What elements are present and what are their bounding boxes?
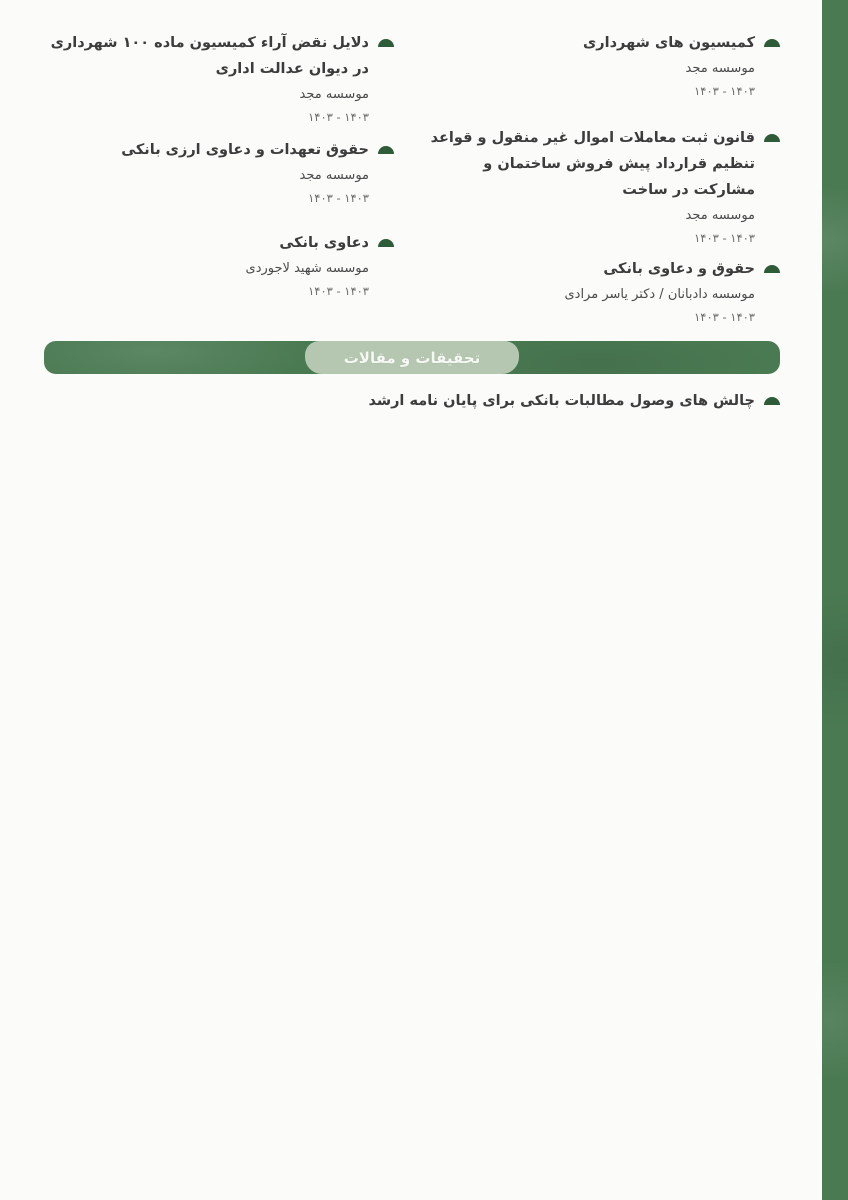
- course-title: قانون ثبت معاملات اموال غیر منقول و قواعد تنظیم قرارداد پیش فروش ساختمان و مشارکت در ساخت: [430, 130, 755, 198]
- courses-columns: [44, 30, 780, 327]
- course-body: [121, 137, 369, 208]
- dome-bullet-icon: [764, 134, 780, 142]
- dome-bullet-icon: [378, 146, 394, 154]
- dome-bullet-icon: [764, 397, 780, 405]
- course-body: [564, 256, 755, 327]
- course-date-range: ۱۴۰۳ - ۱۴۰۳: [308, 110, 369, 124]
- research-title: چالش های وصول مطالبات بانکی برای پایان نامه ارشد: [368, 393, 755, 409]
- course-body: [583, 30, 755, 101]
- dome-bullet-icon: [764, 265, 780, 273]
- course-body: [246, 230, 369, 301]
- course-date-range: ۱۴۰۳ - ۱۴۰۳: [694, 84, 755, 98]
- section-title: تحقیقات و مقالات: [343, 348, 481, 367]
- research-list: [44, 389, 780, 413]
- course-institution: موسسه مجد: [299, 87, 369, 102]
- dome-bullet-icon: [764, 39, 780, 47]
- decorative-green-band: [822, 0, 848, 1200]
- page-content: [44, 0, 780, 413]
- courses-column-right: [430, 30, 780, 327]
- course-item: [430, 30, 780, 101]
- course-title: کمیسیون های شهرداری: [583, 35, 755, 51]
- course-item: [430, 125, 780, 248]
- course-title: دلایل نقض آراء کمیسیون ماده ۱۰۰ شهرداری در دیوان عدالت اداری: [50, 35, 369, 77]
- section-header-pill: [305, 341, 519, 374]
- course-institution: موسسه مجد: [299, 168, 369, 183]
- course-institution: موسسه دادبانان / دکتر یاسر مرادی: [564, 287, 755, 302]
- course-date-range: ۱۴۰۳ - ۱۴۰۳: [694, 231, 755, 245]
- course-item: [44, 30, 394, 127]
- course-date-range: ۱۴۰۳ - ۱۴۰۳: [308, 284, 369, 298]
- course-institution: موسسه مجد: [685, 61, 755, 76]
- research-item: [44, 389, 780, 413]
- courses-column-left: [44, 30, 394, 301]
- course-date-range: ۱۴۰۳ - ۱۴۰۳: [308, 191, 369, 205]
- course-item: [44, 137, 394, 208]
- dome-bullet-icon: [378, 39, 394, 47]
- course-body: [44, 30, 369, 127]
- course-title: دعاوی بانکی: [279, 235, 369, 251]
- course-item: [44, 230, 394, 301]
- course-institution: موسسه مجد: [685, 208, 755, 223]
- course-institution: موسسه شهید لاجوردی: [245, 261, 369, 276]
- course-item: [430, 256, 780, 327]
- dome-bullet-icon: [378, 239, 394, 247]
- course-title: حقوق و دعاوی بانکی: [603, 261, 755, 277]
- course-body: [430, 125, 755, 248]
- section-header-bar: [44, 341, 780, 374]
- course-date-range: ۱۴۰۳ - ۱۴۰۳: [694, 310, 755, 324]
- course-title: حقوق تعهدات و دعاوی ارزی بانکی: [121, 142, 369, 158]
